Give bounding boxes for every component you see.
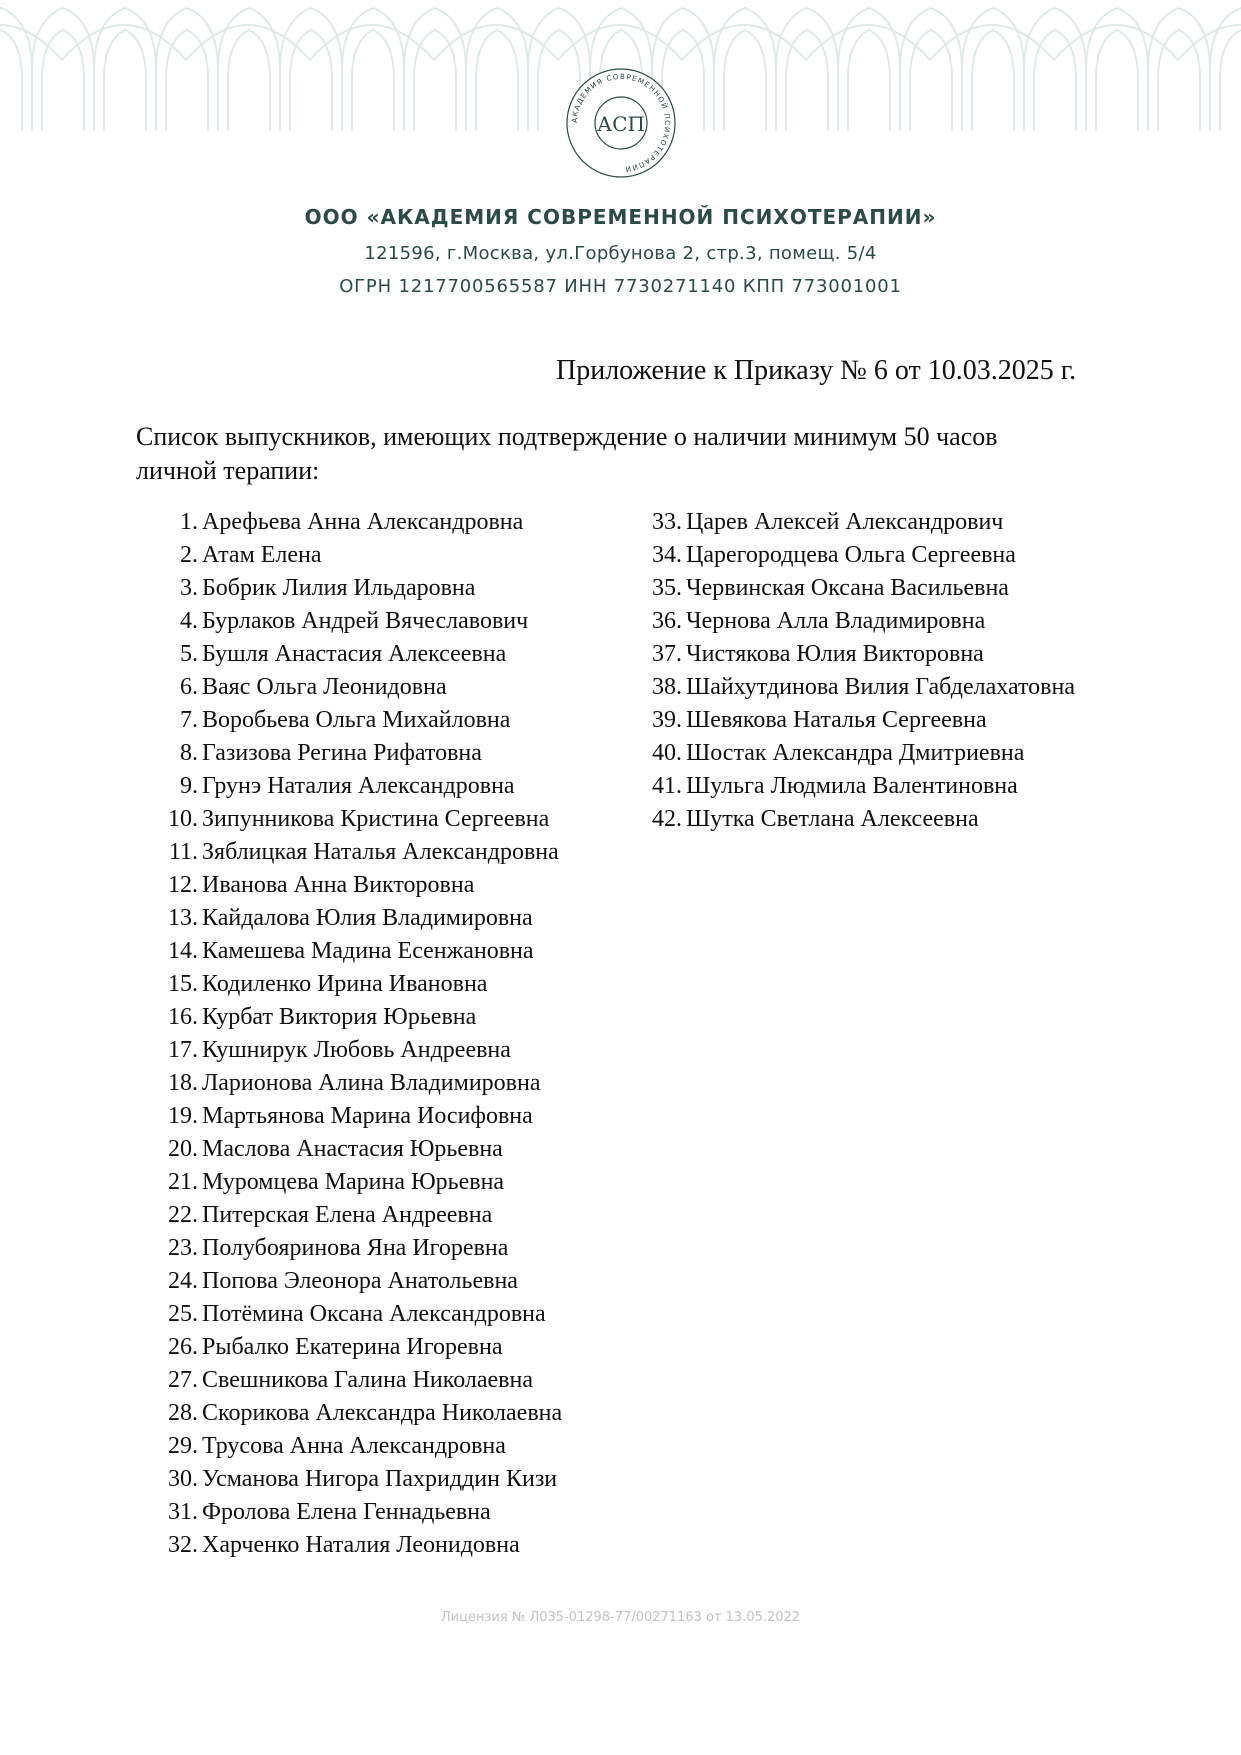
list-item-name: Воробьева Ольга Михайловна xyxy=(202,707,511,733)
list-item-number: 7. xyxy=(180,707,198,733)
list-item xyxy=(648,539,1075,572)
list-item xyxy=(140,935,562,968)
list-item-name: Грунэ Наталия Александровна xyxy=(202,773,515,799)
list-item-number: 38. xyxy=(652,674,682,700)
academy-seal-icon xyxy=(561,63,681,183)
list-item-number: 23. xyxy=(168,1235,198,1261)
license-footer: Лицензия № Л035-01298-77/00271163 от 13.05.2022 xyxy=(440,1610,801,1625)
list-item xyxy=(140,1100,562,1133)
list-item xyxy=(140,1001,562,1034)
list-item xyxy=(140,638,562,671)
list-item xyxy=(140,1298,562,1331)
list-item-number: 27. xyxy=(168,1367,198,1393)
list-item-number: 1. xyxy=(180,509,198,535)
list-item-number: 18. xyxy=(168,1070,198,1096)
list-item-name: Усманова Нигора Пахриддин Кизи xyxy=(202,1466,558,1492)
list-item-number: 11. xyxy=(168,839,198,865)
list-item-number: 33. xyxy=(652,509,682,535)
list-item-name: Камешева Мадина Есенжановна xyxy=(202,938,534,964)
seal-ring-text: АКАДЕМИЯ СОВРЕМЕННОЙ ПСИХОТЕРАПИИ xyxy=(569,71,673,174)
list-item xyxy=(140,1133,562,1166)
list-item xyxy=(648,704,1075,737)
list-item-number: 9. xyxy=(180,773,198,799)
list-item-name: Газизова Регина Рифатовна xyxy=(202,740,482,766)
list-item-number: 40. xyxy=(652,740,682,766)
list-item-name: Потёмина Оксана Александровна xyxy=(202,1301,546,1327)
list-item xyxy=(140,770,562,803)
list-item-number: 34. xyxy=(652,542,682,568)
organization-ids: ОГРН 1217700565587 ИНН 7730271140 КПП 773001001 xyxy=(339,276,902,297)
list-item-name: Кодиленко Ирина Ивановна xyxy=(202,971,488,997)
list-item xyxy=(140,902,562,935)
list-item-name: Маслова Анастасия Юрьевна xyxy=(202,1136,503,1162)
intro-text: Список выпускников, имеющих подтверждение о наличии минимум 50 часов личной терапии: xyxy=(136,422,998,485)
list-item xyxy=(140,1496,562,1529)
list-item-number: 19. xyxy=(168,1103,198,1129)
list-item xyxy=(140,1199,562,1232)
list-item-number: 39. xyxy=(652,707,682,733)
list-item-name: Иванова Анна Викторовна xyxy=(202,872,475,898)
list-item-name: Рыбалко Екатерина Игоревна xyxy=(202,1334,503,1360)
list-item xyxy=(140,1397,562,1430)
list-item-number: 2. xyxy=(180,542,198,568)
list-item-name: Кушнирук Любовь Андреевна xyxy=(202,1037,511,1063)
list-item xyxy=(140,1067,562,1100)
list-item-number: 20. xyxy=(168,1136,198,1162)
list-item-name: Бушля Анастасия Алексеевна xyxy=(202,641,507,667)
list-item xyxy=(648,572,1075,605)
list-item xyxy=(140,836,562,869)
list-item-name: Шайхутдинова Вилия Габделахатовна xyxy=(686,674,1075,700)
list-item xyxy=(140,572,562,605)
list-item xyxy=(140,704,562,737)
list-item-number: 8. xyxy=(180,740,198,766)
list-item-number: 28. xyxy=(168,1400,198,1426)
list-item xyxy=(648,506,1075,539)
list-item-name: Попова Элеонора Анатольевна xyxy=(202,1268,518,1294)
list-item-number: 4. xyxy=(180,608,198,634)
list-item xyxy=(140,506,562,539)
list-item-name: Скорикова Александра Николаевна xyxy=(202,1400,563,1426)
list-item-number: 15. xyxy=(168,971,198,997)
list-item-name: Муромцева Марина Юрьевна xyxy=(202,1169,505,1195)
list-item-number: 41. xyxy=(652,773,682,799)
graduates-list-right xyxy=(648,506,1075,836)
list-item xyxy=(140,803,562,836)
list-item-name: Мартьянова Марина Иосифовна xyxy=(202,1103,533,1129)
list-item-number: 17. xyxy=(168,1037,198,1063)
list-item-number: 37. xyxy=(652,641,682,667)
list-item-name: Арефьева Анна Александровна xyxy=(202,509,524,535)
list-item-number: 6. xyxy=(180,674,198,700)
list-item-number: 24. xyxy=(168,1268,198,1294)
list-item-name: Шевякова Наталья Сергеевна xyxy=(686,707,987,733)
list-item-number: 42. xyxy=(652,806,682,832)
list-item-name: Царев Алексей Александрович xyxy=(686,509,1004,535)
list-item xyxy=(140,1331,562,1364)
organization-name: ООО «АКАДЕМИЯ СОВРЕМЕННОЙ ПСИХОТЕРАПИИ» xyxy=(304,205,937,229)
list-item-name: Шутка Светлана Алексеевна xyxy=(686,806,979,832)
list-item-name: Харченко Наталия Леонидовна xyxy=(202,1532,520,1558)
list-item-name: Царегородцева Ольга Сергеевна xyxy=(686,542,1016,568)
list-item xyxy=(648,671,1075,704)
list-item-name: Фролова Елена Геннадьевна xyxy=(202,1499,491,1525)
list-item-name: Атам Елена xyxy=(202,542,322,568)
list-item xyxy=(648,803,1075,836)
list-item xyxy=(648,638,1075,671)
list-item xyxy=(648,770,1075,803)
list-item-number: 21. xyxy=(168,1169,198,1195)
list-item-number: 35. xyxy=(652,575,682,601)
list-item-name: Зипунникова Кристина Сергеевна xyxy=(202,806,550,832)
list-item-number: 30. xyxy=(168,1466,198,1492)
list-item-number: 10. xyxy=(168,806,198,832)
list-item-name: Бобрик Лилия Ильдаровна xyxy=(202,575,476,601)
list-item xyxy=(140,605,562,638)
organization-address: 121596, г.Москва, ул.Горбунова 2, стр.3, помещ. 5/4 xyxy=(364,243,877,264)
list-item-number: 29. xyxy=(168,1433,198,1459)
list-item-name: Чернова Алла Владимировна xyxy=(686,608,986,634)
list-item xyxy=(140,539,562,572)
list-item-name: Ларионова Алина Владимировна xyxy=(202,1070,541,1096)
list-item-number: 26. xyxy=(168,1334,198,1360)
list-item-number: 3. xyxy=(180,575,198,601)
list-item-number: 36. xyxy=(652,608,682,634)
seal-monogram: АСП xyxy=(597,112,645,136)
list-item xyxy=(648,737,1075,770)
list-item xyxy=(140,869,562,902)
list-item-number: 14. xyxy=(168,938,198,964)
list-item xyxy=(648,605,1075,638)
list-item xyxy=(140,1430,562,1463)
list-item-name: Питерская Елена Андреевна xyxy=(202,1202,493,1228)
list-item-number: 31. xyxy=(168,1499,198,1525)
list-item xyxy=(140,1166,562,1199)
list-item xyxy=(140,737,562,770)
list-item xyxy=(140,1364,562,1397)
list-item-number: 5. xyxy=(180,641,198,667)
list-item-name: Шостак Александра Дмитриевна xyxy=(686,740,1025,766)
list-item-name: Курбат Виктория Юрьевна xyxy=(202,1004,477,1030)
list-item-number: 22. xyxy=(168,1202,198,1228)
list-item-name: Шульга Людмила Валентиновна xyxy=(686,773,1018,799)
list-item xyxy=(140,1265,562,1298)
list-item xyxy=(140,1232,562,1265)
list-item xyxy=(140,1529,562,1562)
graduates-list-left xyxy=(140,506,562,1562)
list-item-name: Кайдалова Юлия Владимировна xyxy=(202,905,533,931)
list-item-number: 32. xyxy=(168,1532,198,1558)
list-item-name: Ваяс Ольга Леонидовна xyxy=(202,674,447,700)
list-item-name: Полубояринова Яна Игоревна xyxy=(202,1235,509,1261)
list-item-name: Червинская Оксана Васильевна xyxy=(686,575,1009,601)
list-item-name: Зяблицкая Наталья Александровна xyxy=(202,839,559,865)
list-item xyxy=(140,1463,562,1496)
list-item xyxy=(140,968,562,1001)
list-item-number: 25. xyxy=(168,1301,198,1327)
list-item-number: 16. xyxy=(168,1004,198,1030)
appendix-title: Приложение к Приказу № 6 от 10.03.2025 г. xyxy=(556,355,1077,386)
list-item-name: Свешникова Галина Николаевна xyxy=(202,1367,533,1393)
list-item-name: Трусова Анна Александровна xyxy=(202,1433,506,1459)
list-item-name: Чистякова Юлия Викторовна xyxy=(686,641,984,667)
list-item-number: 13. xyxy=(168,905,198,931)
list-item-number: 12. xyxy=(168,872,198,898)
list-item-name: Бурлаков Андрей Вячеславович xyxy=(202,608,529,634)
list-item xyxy=(140,1034,562,1067)
list-item xyxy=(140,671,562,704)
